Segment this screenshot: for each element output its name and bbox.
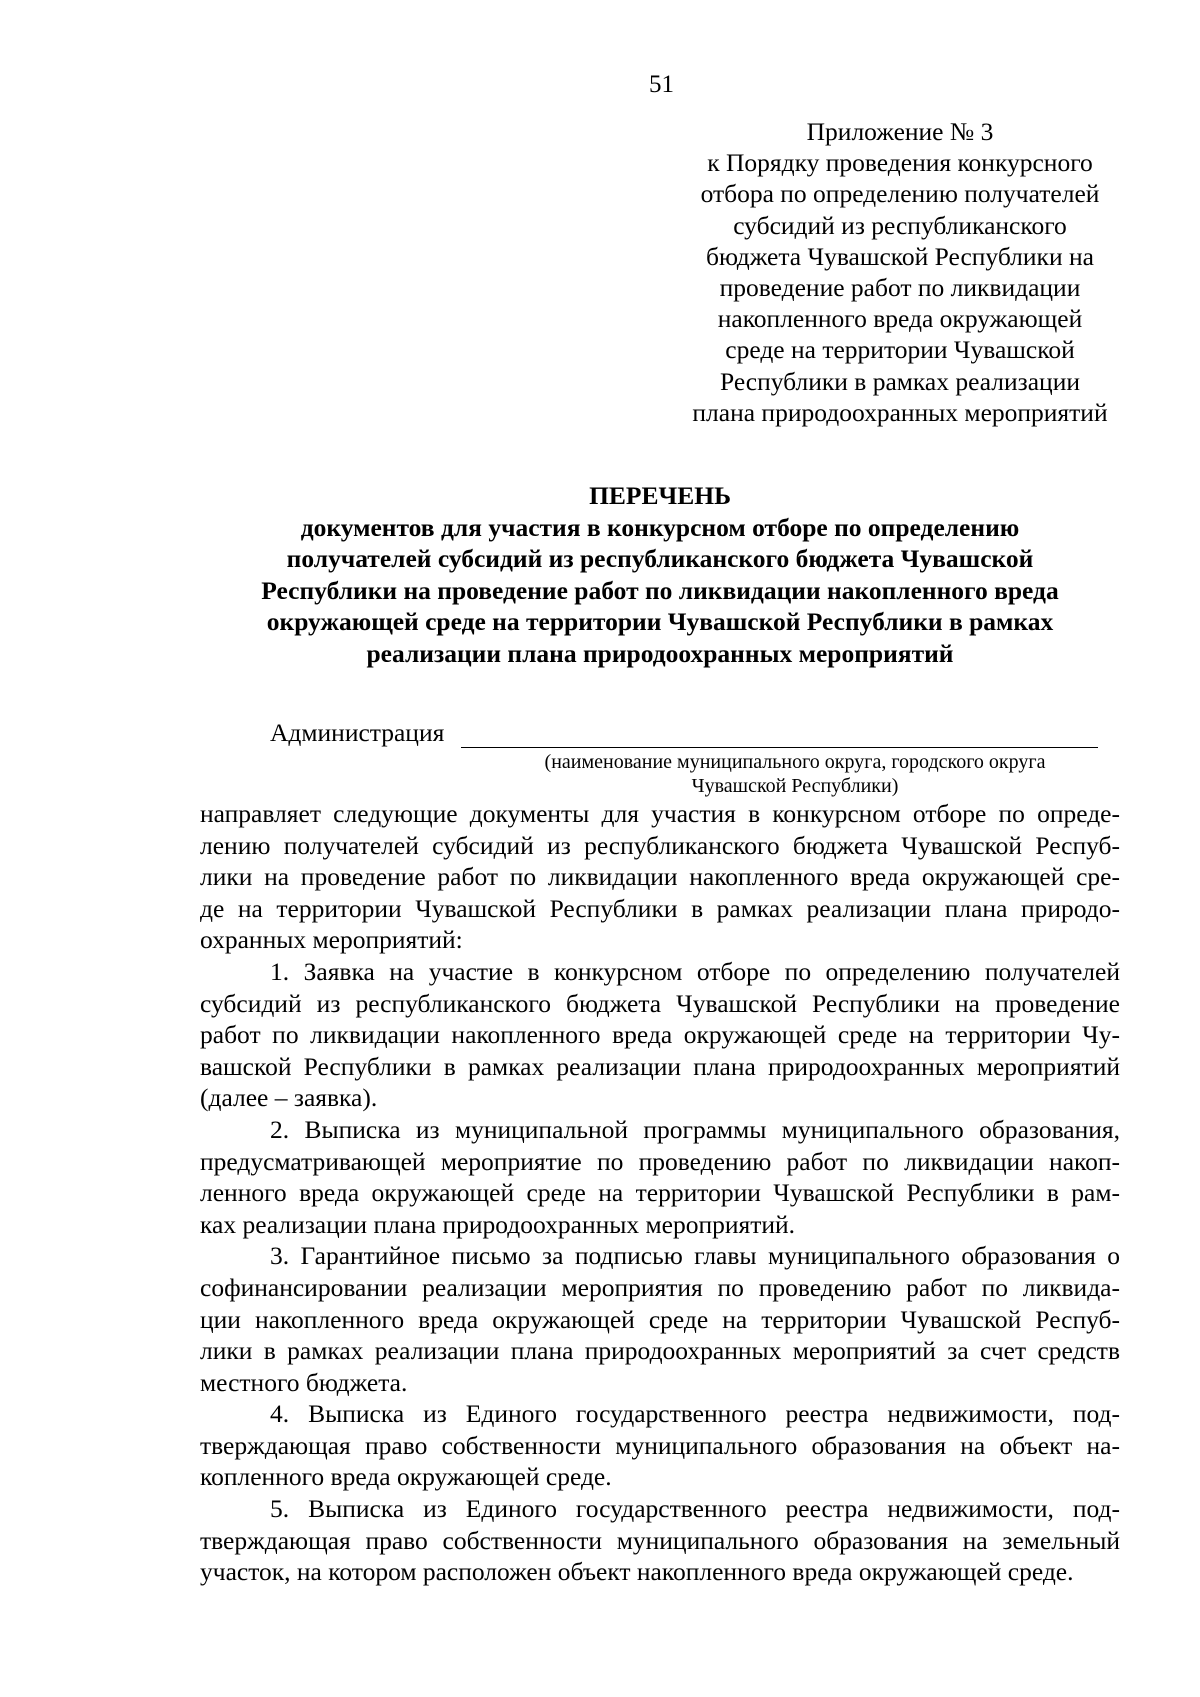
document-title	[200, 480, 1120, 670]
body-line: ках реализации плана природоохранных мероприятий.	[200, 1209, 796, 1239]
title-line: окружающей среде на территории Чувашской Республики в рамках	[266, 607, 1054, 637]
body-line: вашской Республики в рамках реализации плана природоохранных мероприятий	[200, 1051, 1120, 1081]
body-line: предусматривающей мероприятие по проведению работ по ликвидации накоп-	[200, 1146, 1120, 1176]
appendix-line: Приложение № 3	[806, 117, 994, 146]
title-heading: ПЕРЕЧЕНЬ	[589, 481, 731, 510]
body-line: тверждающая право собственности муниципального образования на земельный	[200, 1525, 1120, 1555]
appendix-line: бюджета Чувашской Республики на	[706, 241, 1094, 271]
admin-caption-line: (наименование муниципального округа, городского округа	[544, 751, 1046, 773]
body-line: работ по ликвидации накопленного вреда окружающей среде на территории Чу-	[200, 1020, 1120, 1050]
body-line: направляет следующие документы для участия в конкурсном отборе по опреде-	[200, 799, 1120, 828]
appendix-line: отбора по определению получателей	[700, 179, 1100, 209]
body-line: 1. Заявка на участие в конкурсном отборе по определению получателей	[270, 956, 1120, 986]
list-item-2	[200, 1114, 1120, 1240]
list-item-3	[200, 1240, 1120, 1398]
title-line: получателей субсидий из республиканского бюджета Чувашской	[286, 544, 1034, 574]
body-line: местного бюджета.	[200, 1367, 408, 1397]
body-line: ции накопленного вреда окружающей среде на территории Чувашской Респуб-	[200, 1304, 1120, 1334]
admin-caption-line: Чувашской Республики)	[691, 775, 899, 797]
admin-name-caption	[470, 750, 1120, 798]
list-item-1	[200, 956, 1120, 1114]
list-item-4	[200, 1398, 1120, 1493]
body-line: охранных мероприятий:	[200, 925, 463, 955]
admin-label: Администрация	[270, 718, 445, 747]
title-line: реализации плана природоохранных мероприятий	[366, 638, 954, 668]
body-line: 3. Гарантийное письмо за подписью главы муниципального образования о	[270, 1241, 1120, 1271]
admin-name-blank-line	[461, 747, 1098, 748]
body-line: лики в рамках реализации плана природоохранных мероприятий за счет средств	[200, 1336, 1120, 1366]
appendix-line: к Порядку проведения конкурсного	[707, 148, 1093, 178]
appendix-line: субсидий из республиканского	[733, 210, 1067, 240]
appendix-line: проведение работ по ликвидации	[719, 273, 1081, 303]
list-item-5	[200, 1493, 1120, 1588]
body-line: (далее – заявка).	[200, 1083, 378, 1113]
appendix-line: Республики в рамках реализации	[720, 366, 1080, 396]
body-line: 2. Выписка из муниципальной программы муниципального образования,	[270, 1114, 1120, 1144]
title-line: документов для участия в конкурсном отборе по определению	[300, 512, 1020, 542]
appendix-line: накопленного вреда окружающей	[717, 304, 1083, 334]
document-body	[200, 798, 1120, 1588]
body-line: 5. Выписка из Единого государственного реестра недвижимости, под-	[270, 1494, 1120, 1524]
body-line: участок, на котором расположен объект накопленного вреда окружающей среде.	[200, 1557, 1074, 1587]
body-line: 4. Выписка из Единого государственного реестра недвижимости, под-	[270, 1399, 1120, 1429]
body-line: лению получателей субсидий из республиканского бюджета Чувашской Респуб-	[200, 830, 1120, 860]
page-number: 51	[649, 71, 674, 98]
body-line: копленного вреда окружающей среде.	[200, 1462, 612, 1492]
appendix-header	[680, 116, 1120, 428]
appendix-line: плана природоохранных мероприятий	[692, 397, 1108, 427]
body-line: тверждающая право собственности муниципального образования на объект на-	[200, 1430, 1120, 1460]
body-line: субсидий из республиканского бюджета Чувашской Республики на проведение	[200, 988, 1120, 1018]
appendix-line: среде на территории Чувашской	[725, 335, 1075, 365]
title-line: Республики на проведение работ по ликвидации накопленного вреда	[261, 575, 1059, 605]
body-line: ленного вреда окружающей среде на территории Чувашской Республики в рам-	[200, 1178, 1120, 1208]
body-line: лики на проведение работ по ликвидации накопленного вреда окружающей сре-	[200, 862, 1120, 892]
body-line: софинансировании реализации мероприятия по проведению работ по ликвида-	[200, 1272, 1120, 1302]
body-line: де на территории Чувашской Республики в рамках реализации плана природо-	[200, 893, 1120, 923]
intro-paragraph	[200, 798, 1120, 956]
